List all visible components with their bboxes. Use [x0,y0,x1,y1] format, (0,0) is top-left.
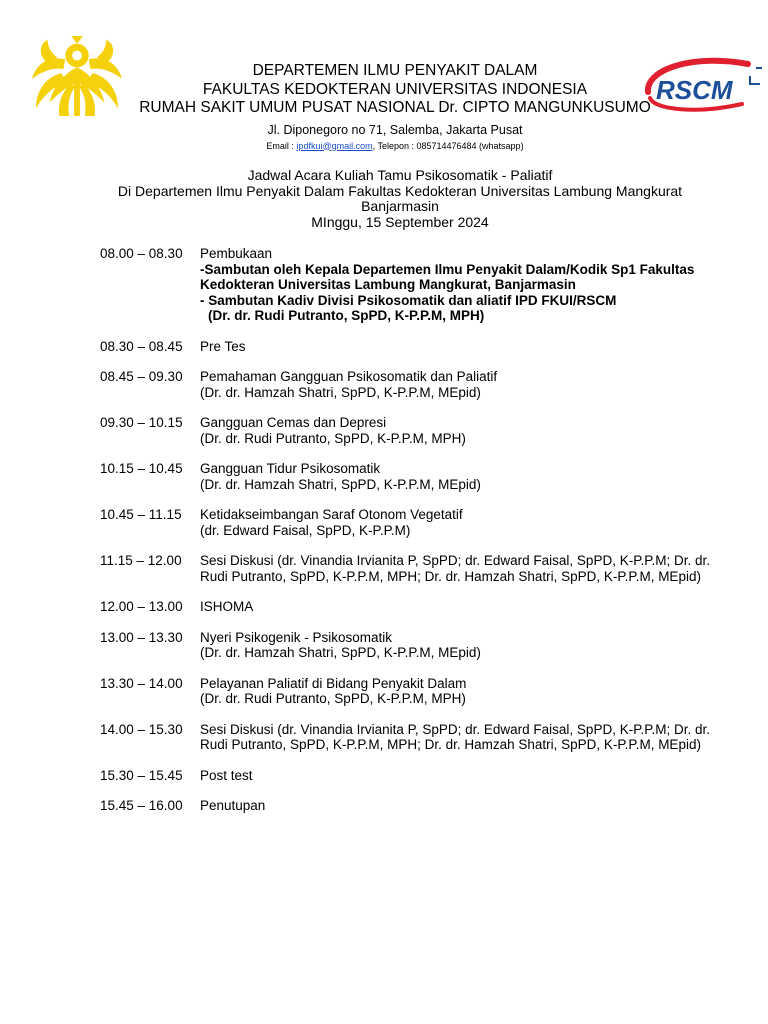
university-logo [28,34,126,118]
contact-line [130,139,660,153]
session-title: Pelayanan Paliatif di Bidang Penyakit Dalam [200,675,467,691]
session-time: 11.15 – 12.00 [100,553,182,568]
schedule-row [100,415,740,446]
schedule-title [90,168,710,230]
opening-speaker: (Dr. dr. Rudi Putranto, SpPD, K-P.P.M, MPH) [208,308,485,323]
session-title: ISHOMA [200,599,254,614]
schedule-row [100,722,740,753]
session-title: Penutupan [200,798,266,813]
faculty-name: FAKULTAS KEDOKTERAN UNIVERSITAS INDONESIA [202,80,588,98]
session-title: Gangguan Tidur Psikosomatik [200,461,381,476]
session-time: 10.15 – 10.45 [100,461,183,476]
title-date: MInggu, 15 September 2024 [311,213,489,230]
department-name: DEPARTEMEN ILMU PENYAKIT DALAM [252,62,538,79]
session-title: Ketidakseimbangan Saraf Otonom Vegetatif [200,507,463,522]
session-time: 15.30 – 15.45 [100,767,183,783]
session-speaker: (Dr. dr. Rudi Putranto, SpPD, K-P.P.M, MPH) [200,691,466,706]
session-time: 10.45 – 11.15 [100,507,182,522]
opening-remarks-division: - Sambutan Kadiv Divisi Psikosomatik dan aliatif IPD FKUI/RSCM [200,292,617,308]
session-title: Nyeri Psikogenik - Psikosomatik [200,629,393,645]
schedule-row [100,339,740,355]
session-title: Post test [200,767,253,783]
title-line-2: Di Departemen Ilmu Penyakit Dalam Fakultas Kedokteran Universitas Lambung Mangkurat [117,182,683,199]
session-time: 13.30 – 14.00 [100,675,183,691]
title-line-1: Jadwal Acara Kuliah Tamu Psikosomatik - Paliatif [247,167,553,183]
email-link[interactable]: ipdfkui@gmail.com [296,140,373,151]
schedule-row [100,676,740,707]
session-speaker: (dr. Edward Faisal, SpPD, K-P.P.M) [200,522,411,538]
schedule-row [100,461,740,492]
session-time: 12.00 – 13.00 [100,599,183,614]
schedule-row [100,553,740,584]
session-speaker: (Dr. dr. Rudi Putranto, SpPD, K-P.P.M, MPH) [200,430,466,446]
schedule-row [100,630,740,661]
session-time: 14.00 – 15.30 [100,721,183,737]
session-speaker: (Dr. dr. Hamzah Shatri, SpPD, K-P.P.M, MEpid) [200,476,481,492]
session-time: 08.30 – 08.45 [100,338,183,354]
session-title: Pre Tes [200,338,246,354]
session-time: 08.00 – 08.30 [100,246,183,261]
schedule-row [100,798,740,814]
session-title: Pembukaan [200,246,273,261]
email-label: Email : [266,140,297,151]
session-time: 13.00 – 13.30 [100,629,183,645]
address: Jl. Diponegoro no 71, Salemba, Jakarta Pusat [267,122,523,137]
letterhead [130,62,660,153]
session-title: Gangguan Cemas dan Depresi [200,415,387,430]
schedule-row [100,507,740,538]
session-time: 09.30 – 10.15 [100,415,183,430]
title-line-3: Banjarmasin [361,198,439,214]
schedule-row [100,246,740,324]
rscm-logo-text: RSCM [656,75,733,105]
session-time: 15.45 – 16.00 [100,798,183,813]
session-title: Pemahaman Gangguan Psikosomatik dan Paliatif [200,369,498,384]
session-title: Sesi Diskusi (dr. Vinandia Irvianita P, SpPD; dr. Edward Faisal, SpPD, K-P.P.M; Dr. dr. Rudi Putranto, SpPD, K-P.P.M, MPH; Dr. dr. Hamzah Shatri, SpPD, K-P.P.M, MEpid) [200,553,710,584]
session-speaker: (Dr. dr. Hamzah Shatri, SpPD, K-P.P.M, MEpid) [200,645,481,660]
schedule-row [100,768,740,784]
session-title: Sesi Diskusi (dr. Vinandia Irvianita P, SpPD; dr. Edward Faisal, SpPD, K-P.P.M; Dr. dr. Rudi Putranto, SpPD, K-P.P.M, MPH; Dr. dr. Hamzah Shatri, SpPD, K-P.P.M, MEpid) [200,721,710,752]
schedule-list [100,246,740,814]
session-speaker: (Dr. dr. Hamzah Shatri, SpPD, K-P.P.M, MEpid) [200,384,481,400]
phone-text: , Telepon : 085714476484 (whatsapp) [372,140,524,151]
session-time: 08.45 – 09.30 [100,369,183,384]
schedule-row [100,369,740,400]
schedule-row [100,599,740,615]
hospital-name: RUMAH SAKIT UMUM PUSAT NASIONAL Dr. CIPTO MANGUNKUSUMO [139,99,651,116]
opening-remarks-dean: -Sambutan oleh Kepala Departemen Ilmu Penyakit Dalam/Kodik Sp1 Fakultas Kedokteran Universitas Lambung Mangkurat, Banjarmasin [200,261,695,292]
